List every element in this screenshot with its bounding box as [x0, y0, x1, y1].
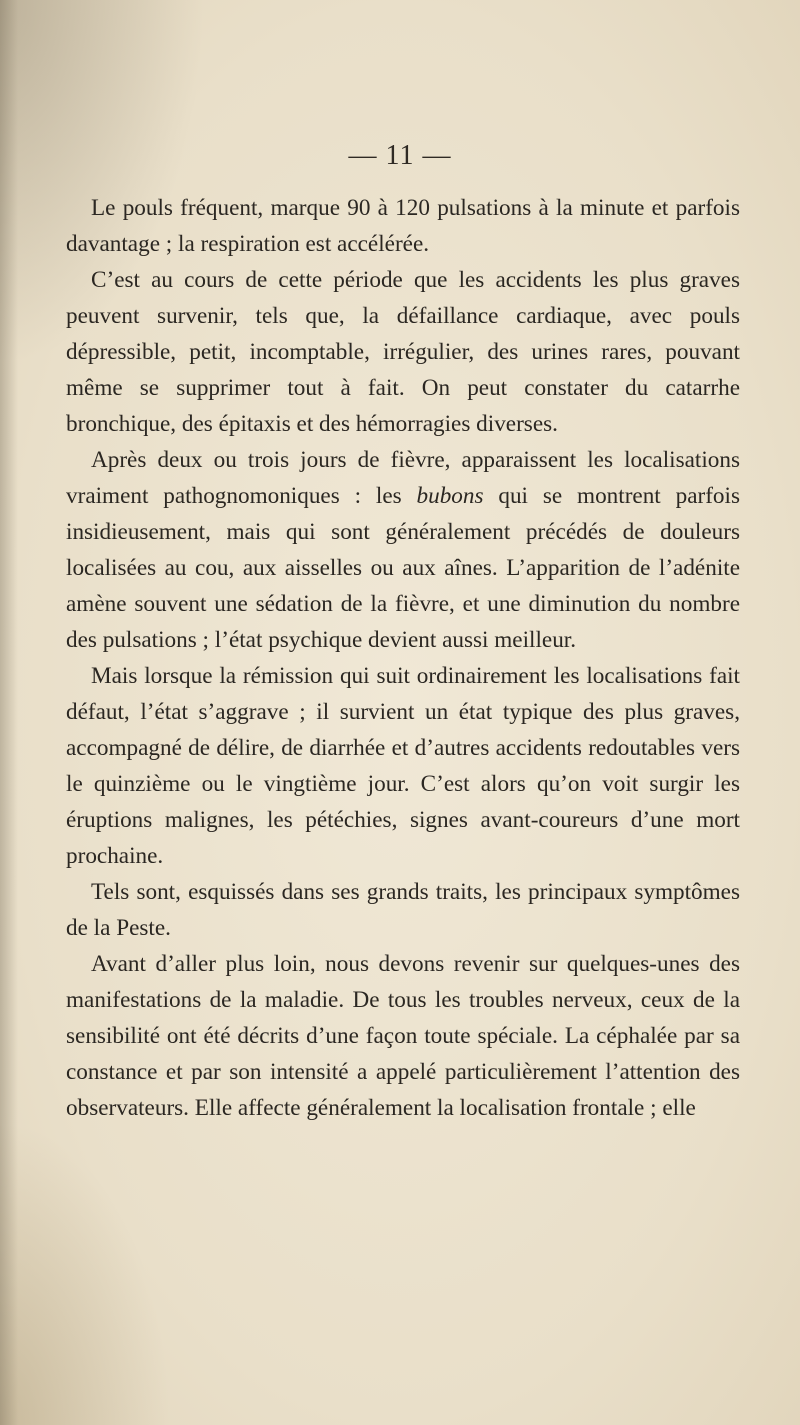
paragraph-localisations-after: qui se montrent parfois insidieusement, mais qui sont généralement précédés de douleurs localisées au cou, aux aisselles ou aux aînes. L’apparition de l’adénite amène souvent une sédation de la fièvre, et une diminution du nombre des pulsations ; l’état psychique devient aussi meilleur.	[66, 483, 740, 653]
page-number: — 11 —	[348, 140, 452, 171]
paragraph-cephalee: Avant d’aller plus loin, nous devons revenir sur quelques-unes des manifestations de la maladie. De tous les troubles nerveux, ceux de la sensibilité ont été décrits d’une façon toute spéciale. La céphalée par sa constance et par son intensité a appelé particulièrement l’attention des observateurs. Elle affecte généralement la localisation frontale ; elle	[66, 951, 740, 1121]
paragraph-localisations-before: Après deux ou trois jours de fièvre, apparaissent les localisations vraiment pathognomoniques : les	[66, 447, 740, 509]
paragraph-pulse: Le pouls fréquent, marque 90 à 120 pulsations à la minute et parfois davantage ; la respiration est accélérée.	[66, 195, 740, 257]
paragraph-remission: Mais lorsque la rémission qui suit ordinairement les localisations fait défaut, l’état s’aggrave ; il survient un état typique des plus graves, accompagné de délire, de diarrhée et d’autres accidents redoutables vers le quinzième ou le vingtième jour. C’est alors qu’on voit surgir les éruptions malignes, les pétéchies, signes avant-coureurs d’une mort prochaine.	[66, 663, 740, 869]
paragraph-localisations	[66, 442, 740, 658]
paragraph-accidents: C’est au cours de cette période que les accidents les plus graves peuvent survenir, tels que, la défaillance cardiaque, avec pouls dépressible, petit, incomptable, irrégulier, des urines rares, pouvant même se supprimer tout à fait. On peut constater du catarrhe bronchique, des épitaxis et des hémorragies diverses.	[66, 267, 740, 437]
page-binding-shadow	[0, 0, 18, 1425]
emphasis-bubons: bubons	[416, 483, 484, 509]
body-text	[66, 190, 740, 1126]
paragraph-summary: Tels sont, esquissés dans ses grands traits, les principaux symptômes de la Peste.	[66, 879, 740, 941]
